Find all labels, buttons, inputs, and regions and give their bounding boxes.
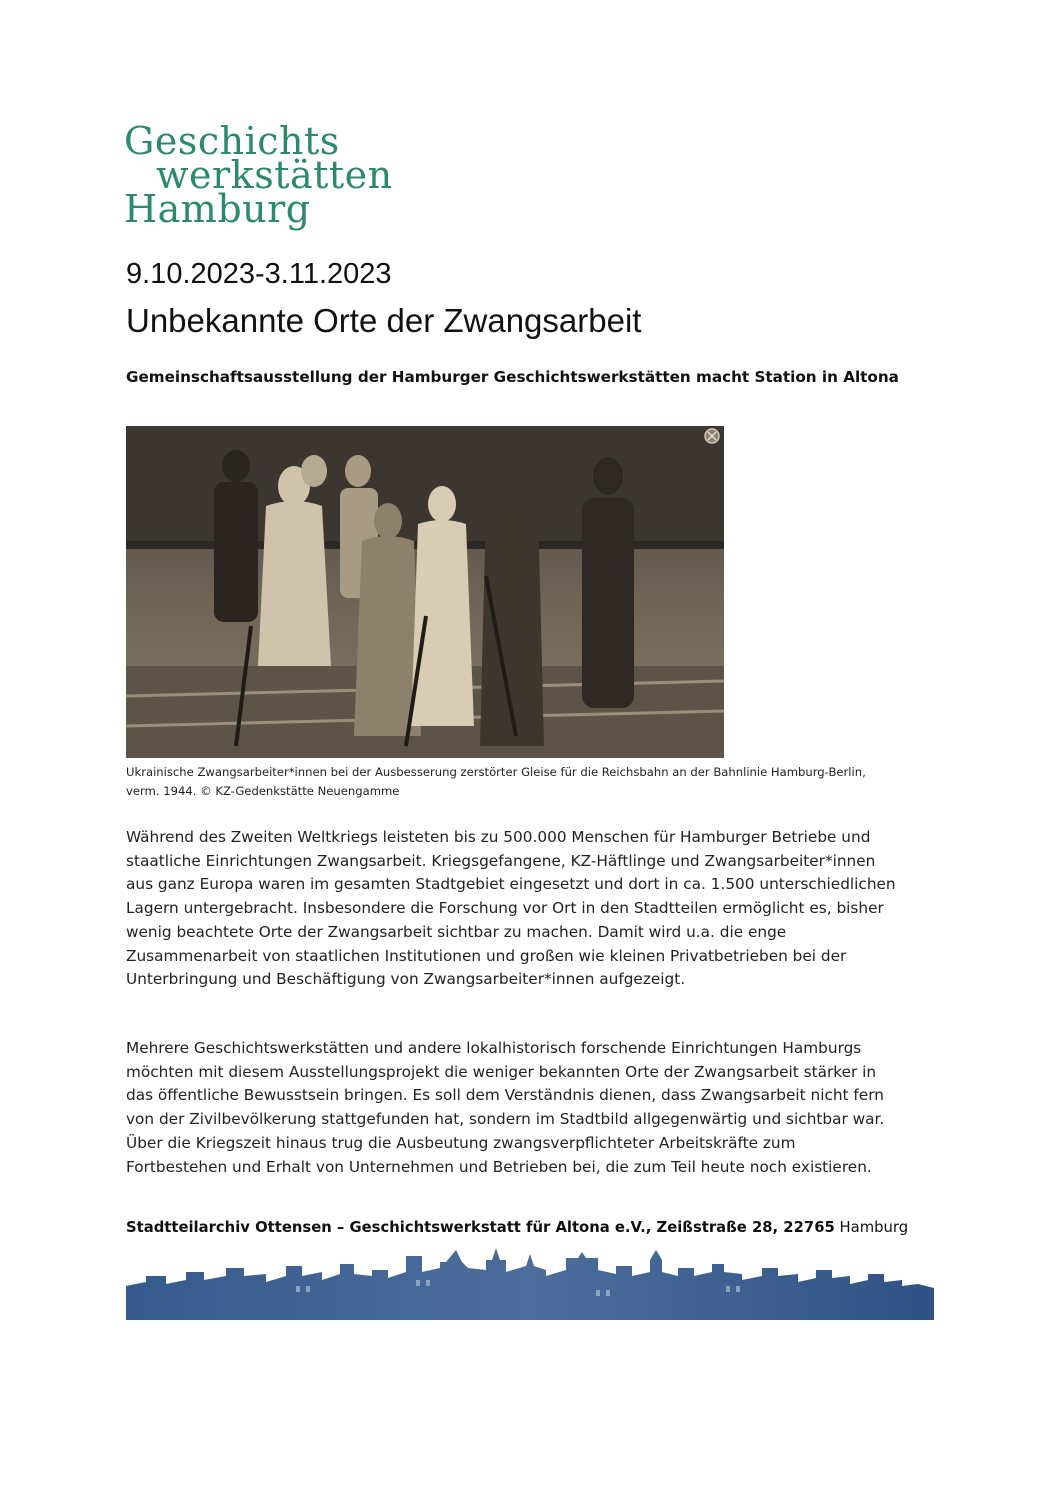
paragraph-line: Unterbringung und Beschäftigung von Zwangsarbeiter*innen aufgezeigt.: [126, 970, 686, 989]
city-skyline-graphic: [126, 1246, 934, 1320]
paragraph-line: staatliche Einrichtungen Zwangsarbeit. Kriegsgefangene, KZ-Häftlinge und Zwangsarbeiter*innen: [126, 851, 876, 870]
paragraph-line: Lagern untergebracht. Insbesondere die Forschung vor Ort in den Stadtteilen ermöglicht es, bisher: [126, 899, 884, 918]
logo: [124, 119, 393, 231]
date-range: 9.10.2023-3.11.2023: [126, 258, 392, 290]
historic-photo: [126, 426, 724, 758]
address-city: Hamburg: [834, 1219, 909, 1236]
subtitle: Gemeinschaftsausstellung der Hamburger Geschichtswerkstätten macht Station in Altona: [126, 368, 899, 386]
address-bold: Stadtteilarchiv Ottensen – Geschichtswerkstatt für Altona e.V., Zeißstraße 28, 22765: [126, 1219, 835, 1236]
paragraph-line: möchten mit diesem Ausstellungsprojekt die weniger bekannten Orte der Zwangsarbeit stärker in: [126, 1062, 877, 1081]
logo-line-3: Hamburg: [124, 187, 311, 231]
paragraph-line: Fortbestehen und Erhalt von Unternehmen und Betrieben bei, die zum Teil heute noch existieren.: [126, 1157, 872, 1176]
photo-caption: [126, 763, 966, 801]
logo-line-1: Geschichts: [124, 119, 340, 163]
paragraph-1: [126, 826, 986, 992]
caption-line: verm. 1944. © KZ-Gedenkstätte Neuengamme: [126, 784, 400, 798]
page-title: Unbekannte Orte der Zwangsarbeit: [126, 302, 642, 339]
paragraph-line: von der Zivilbevölkerung stattgefunden hat, sondern im Stadtbild allgegenwärtig und sichtbar war.: [126, 1110, 885, 1129]
paragraph-line: wenig beachtete Orte der Zwangsarbeit sichtbar zu machen. Damit wird u.a. die enge: [126, 922, 787, 941]
paragraph-line: aus ganz Europa waren im gesamten Stadtgebiet eingesetzt und dort in ca. 1.500 unterschiedlichen: [126, 875, 896, 894]
paragraph-line: Mehrere Geschichtswerkstätten und andere lokalhistorisch forschende Einrichtungen Hamburgs: [126, 1039, 862, 1057]
paragraph-line: Zusammenarbeit von staatlichen Institutionen und großen wie kleinen Privatbetrieben bei der: [126, 946, 847, 965]
paragraph-2: [126, 1037, 986, 1179]
logo-line-2: werkstätten: [156, 153, 393, 197]
photo-illustration: [126, 426, 724, 758]
caption-line: Ukrainische Zwangsarbeiter*innen bei der Ausbesserung zerstörter Gleise für die Reichsbahn an der Bahnlinie Hamburg-Berlin,: [126, 765, 866, 779]
paragraph-line: Während des Zweiten Weltkriegs leisteten bis zu 500.000 Menschen für Hamburger Betriebe und: [126, 828, 871, 846]
address-line: [126, 1219, 986, 1236]
paragraph-line: Über die Kriegszeit hinaus trug die Ausbeutung zwangsverpflichteter Arbeitskräfte zum: [126, 1133, 796, 1152]
close-icon[interactable]: [705, 429, 719, 443]
paragraph-line: das öffentliche Bewusstsein bringen. Es soll dem Verständnis dienen, dass Zwangsarbeit nicht fern: [126, 1086, 884, 1105]
